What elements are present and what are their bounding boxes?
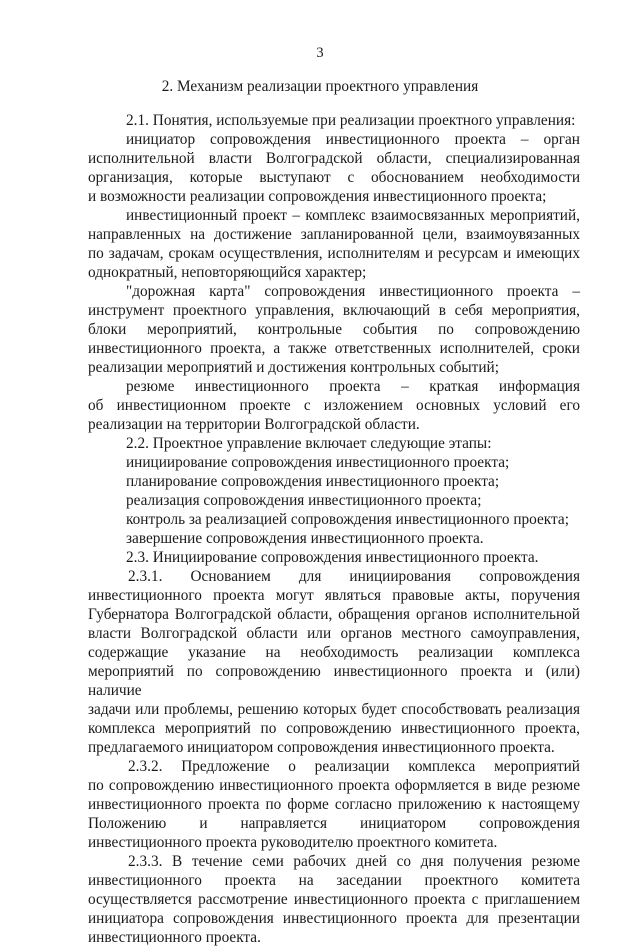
paragraph-line: 2.3. Инициирование сопровождения инвестиционного проекта. (126, 549, 539, 566)
paragraph-line: блоки мероприятий, контрольные события по сопровождению (88, 321, 580, 338)
page-number: 3 (316, 45, 324, 61)
paragraph-line: по задачам, срокам осуществления, исполнителям и ресурсам и имеющих (88, 245, 580, 262)
paragraph-line: инициирование сопровождения инвестиционного проекта; (126, 454, 510, 471)
paragraph-line: инвестиционного проекта на заседании проектного комитета (88, 872, 580, 889)
paragraph-line: реализации на территории Волгоградской области. (88, 416, 420, 433)
paragraph-line: инвестиционного проекта. (88, 929, 261, 946)
paragraph-line: резюме инвестиционного проекта – краткая информация (126, 378, 580, 395)
paragraph-line: инвестиционного проекта могут являться правовые акты, поручения (88, 587, 580, 604)
paragraph-line: 2.3.2. Предложение о реализации комплекса мероприятий (128, 758, 580, 775)
paragraph-line: реализация сопровождения инвестиционного проекта; (126, 492, 482, 509)
paragraph-line: задачи или проблемы, решению которых будет способствовать реализация (88, 701, 580, 718)
paragraph-line: инвестиционного проекта руководителю проектного комитета. (88, 834, 498, 851)
paragraph-line: 2.1. Понятия, используемые при реализации проектного управления: (126, 112, 576, 129)
paragraph-line: инструмент проектного управления, включающий в себя мероприятия, (88, 302, 580, 319)
paragraph-line: Положению и направляется инициатором сопровождения (88, 815, 580, 832)
paragraph-line: организация, которые выступают с обоснованием необходимости (88, 169, 580, 186)
paragraph-line: мероприятий по сопровождению инвестиционного проекта и (или) наличие (88, 663, 580, 699)
paragraph-line: власти Волгоградской области или органов местного самоуправления, (88, 625, 580, 642)
paragraph-line: инвестиционного проекта, а также ответственных исполнителей, сроки (88, 340, 580, 357)
section-title: 2. Механизм реализации проектного управления (161, 78, 479, 95)
paragraph-line: контроль за реализацией сопровождения инвестиционного проекта; (126, 511, 569, 528)
paragraph-line: и возможности реализации сопровождения инвестиционного проекта; (88, 188, 547, 205)
document-body (88, 111, 580, 947)
paragraph-line: предлагаемого инициатором сопровождения инвестиционного проекта. (88, 739, 555, 756)
paragraph-line: завершение сопровождения инвестиционного проекта. (126, 530, 484, 547)
paragraph-line: Губернатора Волгоградской области, обращения органов исполнительной (88, 606, 580, 623)
paragraph-line: об инвестиционном проекте с изложением основных условий его (88, 397, 580, 414)
paragraph-line: направленных на достижение запланированной цели, взаимоувязанных (88, 226, 580, 243)
paragraph-line: 2.2. Проектное управление включает следующие этапы: (126, 435, 492, 452)
paragraph-line: "дорожная карта" сопровождения инвестиционного проекта – (126, 283, 580, 300)
paragraph-line: содержащие указание на необходимость реализации комплекса (88, 644, 580, 661)
paragraph-line: комплекса мероприятий по сопровождению инвестиционного проекта, (88, 720, 580, 737)
paragraph-line: осуществляется рассмотрение инвестиционного проекта с приглашением (88, 891, 580, 908)
paragraph-line: инвестиционный проект – комплекс взаимосвязанных мероприятий, (126, 207, 580, 224)
paragraph-line: 2.3.3. В течение семи рабочих дней со дня получения резюме (128, 853, 580, 870)
paragraph-line: исполнительной власти Волгоградской области, специализированная (88, 150, 580, 167)
paragraph-line: по сопровождению инвестиционного проекта оформляется в виде резюме (88, 777, 580, 794)
paragraph-line: однократный, неповторяющийся характер; (88, 264, 367, 281)
paragraph-line: реализации мероприятий и достижения контрольных событий; (88, 359, 499, 376)
paragraph-line: инвестиционного проекта по форме согласно приложению к настоящему (88, 796, 580, 813)
paragraph-line: инициатор сопровождения инвестиционного проекта – орган (126, 131, 580, 148)
paragraph-line: 2.3.1. Основанием для инициирования сопровождения (128, 568, 580, 585)
paragraph-line: инициатора сопровождения инвестиционного проекта для презентации (88, 910, 580, 927)
paragraph-line: планирование сопровождения инвестиционного проекта; (126, 473, 500, 490)
